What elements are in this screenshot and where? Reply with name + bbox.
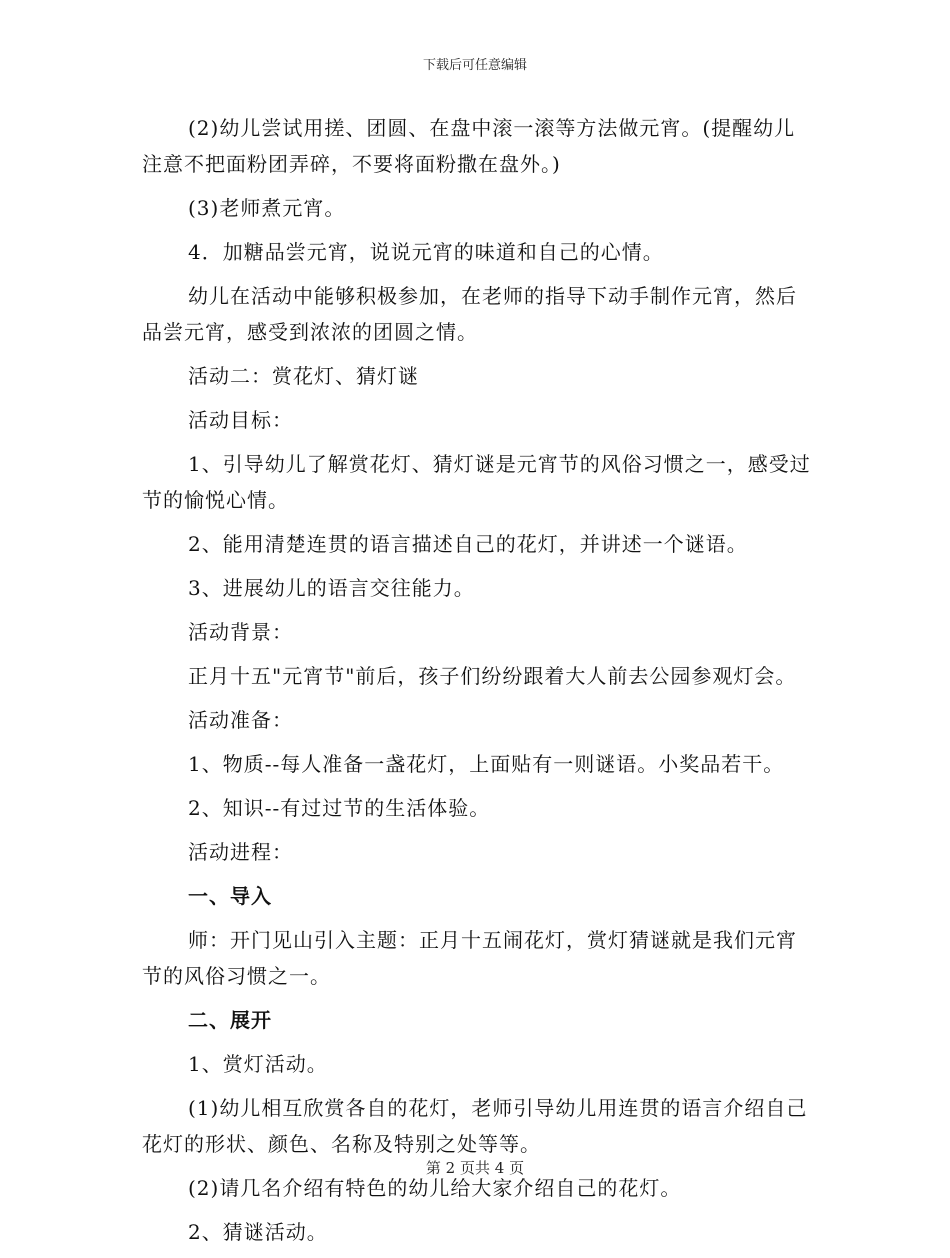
- paragraph: (3)老师煮元宵。: [188, 196, 346, 220]
- document-body: [142, 110, 812, 1258]
- paragraph: 2、能用清楚连贯的语言描述自己的花灯，并讲述一个谜语。: [188, 532, 748, 556]
- paragraph: 1、引导幼儿了解赏花灯、猜灯谜是元宵节的风俗习惯之一，感受过节的愉悦心情。: [142, 452, 811, 512]
- paragraph: (2)幼儿尝试用搓、团圆、在盘中滚一滚等方法做元宵。(提醒幼儿注意不把面粉团弄碎，不要将面粉撒在盘外。): [142, 116, 796, 176]
- paragraph: 活动准备：: [188, 708, 293, 732]
- paragraph: 1、物质--每人准备一盏花灯，上面贴有一则谜语。小奖品若干。: [188, 752, 785, 776]
- paragraph: (2)请几名介绍有特色的幼儿给大家介绍自己的花灯。: [188, 1176, 682, 1200]
- paragraph: 4．加糖品尝元宵，说说元宵的味道和自己的心情。: [188, 240, 664, 264]
- paragraph: 正月十五"元宵节"前后，孩子们纷纷跟着大人前去公园参观灯会。: [188, 664, 797, 688]
- page-header: 下载后可任意编辑: [422, 58, 527, 73]
- section-heading: 二、展开: [188, 1008, 272, 1032]
- paragraph: 活动进程：: [188, 840, 293, 864]
- paragraph: 活动目标：: [188, 408, 293, 432]
- paragraph: 师：开门见山引入主题：正月十五闹花灯，赏灯猜谜就是我们元宵节的风俗习惯之一。: [142, 928, 797, 988]
- paragraph: 活动背景：: [188, 620, 293, 644]
- paragraph: 幼儿在活动中能够积极参加，在老师的指导下动手制作元宵，然后品尝元宵，感受到浓浓的团圆之情。: [142, 284, 797, 344]
- paragraph: 3、进展幼儿的语言交往能力。: [188, 576, 475, 600]
- section-heading: 一、导入: [188, 884, 272, 908]
- paragraph: 1、赏灯活动。: [188, 1052, 328, 1076]
- paragraph: 2、猜谜活动。: [188, 1220, 328, 1244]
- paragraph: 2、知识--有过过节的生活体验。: [188, 796, 491, 820]
- section-title: 活动二：赏花灯、猜灯谜: [188, 364, 419, 388]
- paragraph: (1)幼儿相互欣赏各自的花灯，老师引导幼儿用连贯的语言介绍自己花灯的形状、颜色、名称及特别之处等等。: [142, 1096, 808, 1156]
- page-footer: 第 2 页共 4 页: [425, 1159, 525, 1177]
